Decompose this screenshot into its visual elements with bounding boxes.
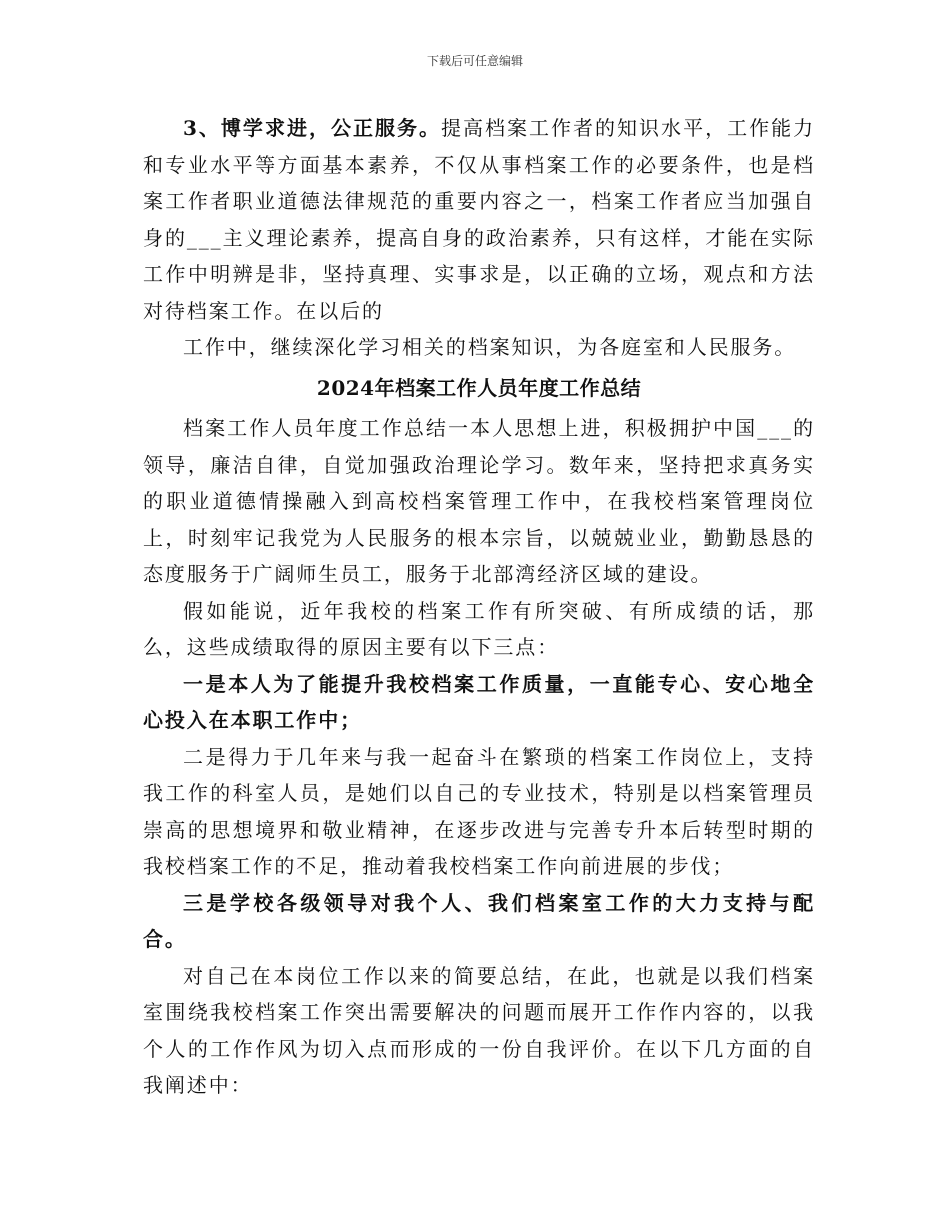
document-body — [143, 110, 815, 1104]
page-header-note: 下载后可任意编辑 — [426, 54, 523, 68]
paragraph-reasons-intro: 假如能说，近年我校的档案工作有所突破、有所成绩的话，那么，这些成绩取得的原因主要有以下三点： — [143, 598, 815, 659]
paragraph-intro: 档案工作人员年度工作总结一本人思想上进，积极拥护中国___的领导，廉洁自律，自觉加强政治理论学习。数年来，坚持把求真务实的职业道德情操融入到高校档案管理工作中，在我校档案管理岗位上，时刻牢记我党为人民服务的根本宗旨，以兢兢业业，勤勤恳恳的态度服务于广阔师生员工，服务于北部湾经济区域的建设。 — [143, 416, 815, 586]
section-paragraph — [143, 110, 815, 329]
paragraph-self-assessment: 对自己在本岗位工作以来的简要总结，在此，也就是以我们档案室围绕我校档案工作突出需要解决的问题而展开工作作内容的，以我个人的工作作风为切入点而形成的一份自我评价。在以下几方面的自我阐述中： — [143, 963, 815, 1097]
document-title: 2024年档案工作人员年度工作总结 — [316, 375, 642, 400]
paragraph-reason-one: 一是本人为了能提升我校档案工作质量，一直能专心、安心地全心投入在本职工作中； — [143, 671, 815, 732]
section-continuation: 工作中，继续深化学习相关的档案知识，为各庭室和人民服务。 — [183, 335, 797, 359]
paragraph-reason-two: 二是得力于几年来与我一起奋斗在繁琐的档案工作岗位上，支持我工作的科室人员，是她们以自己的专业技术，特别是以档案管理员崇高的思想境界和敬业精神，在逐步改进与完善专升本后转型时期的我校档案工作的不足，推动着我校档案工作向前进展的步伐； — [143, 744, 815, 878]
section-lead-heading: 3、博学求进，公正服务。 — [183, 116, 441, 140]
section-body-text: 提高档案工作者的知识水平，工作能力和专业水平等方面基本素养，不仅从事档案工作的必要条件，也是档案工作者职业道德法律规范的重要内容之一，档案工作者应当加强自身的___主义理论素养，提高自身的政治素养，只有这样，才能在实际工作中明辨是非，坚持真理、实事求是，以正确的立场，观点和方法对待档案工作。在以后的 — [143, 116, 815, 323]
paragraph-reason-three: 三是学校各级领导对我个人、我们档案室工作的大力支持与配合。 — [143, 890, 815, 951]
